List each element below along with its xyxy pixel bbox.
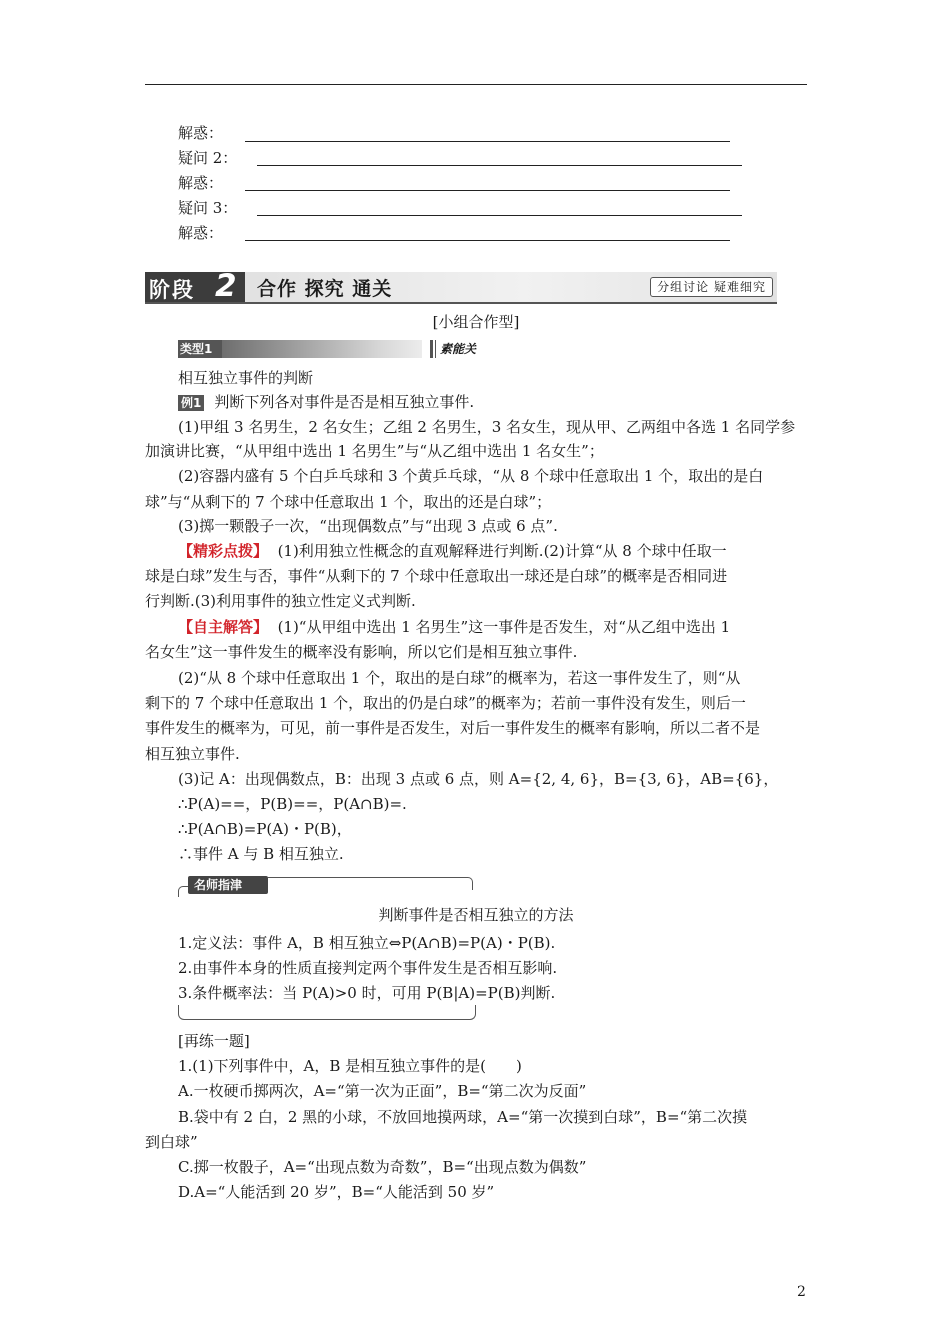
teacher-badge: 名师指津 (188, 876, 268, 894)
qa-row-answer-1 (178, 122, 223, 144)
problem-line-3: (2)容器内盛有 5 个白乒乓球和 3 个黄乒乓球，“从 8 个球中任意取出 1 个，取出的是白 (178, 467, 764, 485)
answer-line-4: 剩下的 7 个球中任意取出 1 个，取出的仍是白球”的概率为；若前一事件没有发生，则后一 (145, 694, 746, 712)
qa-label: 解惑： (178, 174, 224, 192)
answer-line-6: 相互独立事件. (145, 745, 240, 763)
answer-line-3: (2)“从 8 个球中任意取出 1 个，取出的是白球”的概率为，若这一事件发生了，则“从 (178, 669, 741, 687)
answer-line (245, 141, 730, 142)
teacher-item: 3.条件概率法：当 P(A)>0 时，可用 P(B|A)=P(B)判断. (178, 984, 556, 1002)
answer-line-5: 事件发生的概率为，可见，前一事件是否发生，对后一事件发生的概率有影响，所以二者不是 (145, 719, 761, 737)
section-label: [小组合作型] (432, 313, 520, 331)
problem-line-4: 球”与“从剩下的 7 个球中任意取出 1 个，取出的还是白球”； (145, 493, 552, 511)
option-d: D.A=“人能活到 20 岁”，B=“人能活到 50 岁” (178, 1183, 495, 1201)
answer-line-2: 名女生”这一事件发生的概率没有影响，所以它们是相互独立事件. (145, 643, 578, 661)
tip-line-3: 行判断.(3)利用事件的独立性定义式判断. (145, 592, 416, 610)
teacher-box-bottom (178, 1005, 476, 1020)
problem-line-5: (3)掷一颗骰子一次，“出现偶数点”与“出现 3 点或 6 点”. (178, 517, 558, 535)
type-gradient (222, 340, 422, 358)
tip-line-2: 球是白球”发生与否，事件“从剩下的 7 个球中任意取出一球还是白球”的概率是否相同进 (145, 567, 728, 585)
stage-word: 阶段 (149, 278, 195, 302)
page-number: 2 (797, 1284, 806, 1300)
answer-line (257, 215, 742, 216)
tip-label: 【精彩点拨】 (178, 542, 269, 560)
option-b-line-1: B.袋中有 2 白，2 黑的小球，不放回地摸两球，A=“第一次摸到白球”，B=“第二次摸 (178, 1108, 748, 1126)
qa-row-question-3 (178, 197, 237, 219)
option-b-line-2: 到白球” (145, 1133, 198, 1151)
answer-text: (1)“从甲组中选出 1 名男生”这一事件是否发生，对“从乙组中选出 1 (277, 618, 731, 636)
qa-label: 解惑： (178, 224, 224, 242)
problem-line-2: 加演讲比赛，“从甲组中选出 1 名男生”与“从乙组中选出 1 名女生”； (145, 442, 604, 460)
answer-line-9: ∴P(A∩B)=P(A)・P(B)， (178, 820, 352, 838)
practice-question: 1.(1)下列事件中，A，B 是相互独立事件的是( ) (178, 1057, 522, 1075)
type-bar (178, 340, 476, 358)
teacher-box-title: 判断事件是否相互独立的方法 (378, 906, 574, 924)
problem-line-1: (1)甲组 3 名男生，2 名女生；乙组 2 名男生，3 名女生，现从甲、乙两组中各选 1 名同学参 (178, 418, 796, 436)
practice-heading: [再练一题] (178, 1032, 250, 1050)
answer-line-1 (178, 614, 807, 640)
qa-label: 疑问 2： (178, 149, 238, 167)
teacher-item: 1.定义法：事件 A，B 相互独立⇔P(A∩B)=P(A)・P(B). (178, 934, 556, 952)
teacher-box-top (178, 876, 474, 896)
tip-text: (1)利用独立性概念的直观解释进行判断.(2)计算“从 8 个球中任取一 (277, 542, 727, 560)
type-marker (435, 340, 436, 358)
example-prompt: 判断下列各对事件是否是相互独立事件. (214, 393, 475, 411)
option-c: C.掷一枚骰子，A=“出现点数为奇数”，B=“出现点数为偶数” (178, 1158, 587, 1176)
teacher-box-border (268, 877, 473, 890)
type-marker (430, 340, 433, 358)
qa-label: 解惑： (178, 124, 224, 142)
stage-banner (145, 268, 777, 304)
answer-line (245, 240, 730, 241)
option-a: A.一枚硬币掷两次，A=“第一次为正面”，B=“第二次为反面” (178, 1082, 587, 1100)
stage-number: 2 (215, 268, 237, 304)
qa-row-answer-2 (178, 172, 223, 194)
stage-dark-block (145, 268, 245, 304)
type-right-label: 素能关 (440, 342, 477, 356)
tip-line-1 (178, 538, 807, 564)
answer-line-7: (3)记 A：出现偶数点，B：出现 3 点或 6 点，则 A={2, 4, 6}，B={3, 6}，AB={6}， (178, 770, 779, 788)
answer-line-10: ∴事件 A 与 B 相互独立. (178, 845, 344, 863)
qa-row-answer-3 (178, 222, 223, 244)
answer-line-8: ∴P(A)==，P(B)==，P(A∩B)=. (178, 795, 407, 813)
example-line (178, 389, 807, 415)
stage-tag: 分组讨论 疑难细究 (650, 277, 773, 297)
stage-title: 合作 探究 通关 (257, 278, 393, 300)
answer-line (257, 165, 742, 166)
type-label: 类型1 (178, 340, 224, 358)
header-rule (145, 84, 807, 85)
answer-line (245, 190, 730, 191)
answer-label: 【自主解答】 (178, 618, 269, 636)
qa-row-question-2 (178, 147, 237, 169)
teacher-item: 2.由事件本身的性质直接判定两个事件发生是否相互影响. (178, 959, 558, 977)
qa-label: 疑问 3： (178, 199, 238, 217)
example-badge: 例1 (178, 395, 204, 411)
topic-heading: 相互独立事件的判断 (178, 369, 314, 387)
